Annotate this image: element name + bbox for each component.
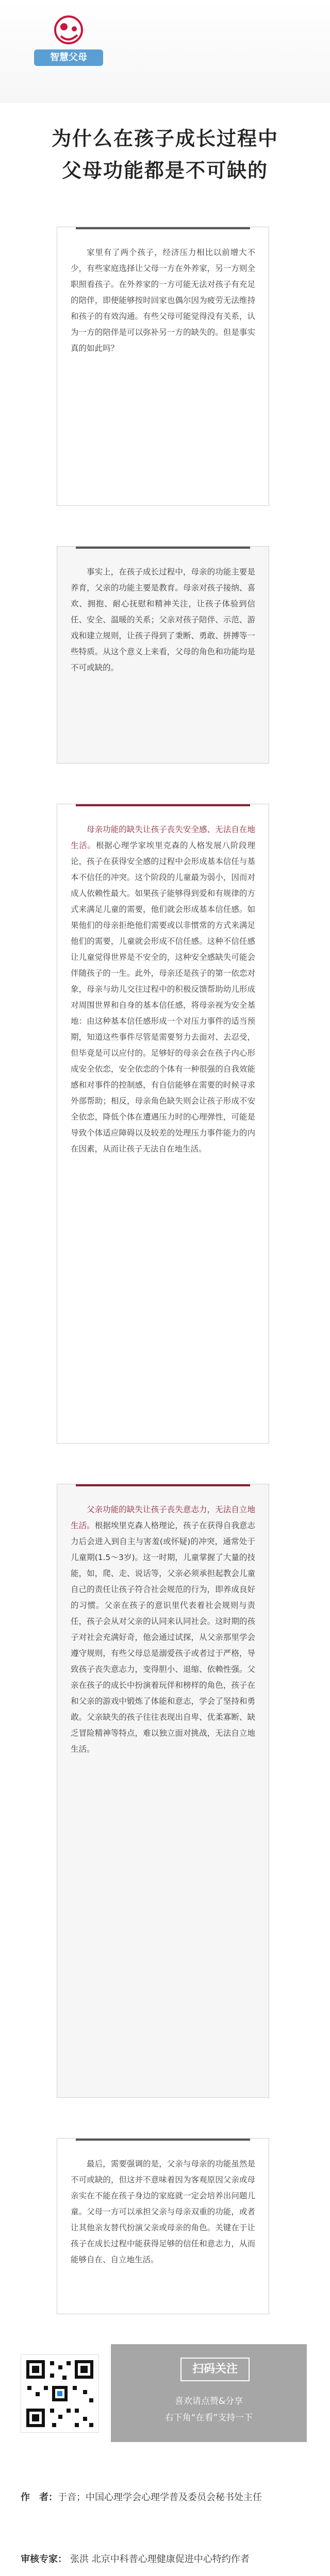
- fact-text: 事实上，在孩子成长过程中，母亲的功能主要是养育，父亲的功能主要是教育。母亲对孩子接纳、喜欢、拥抱、耐心抚慰和精神关注，让孩子体验到信任、安全、温暖的关系；父亲对孩子陪伴、示范、游戏和建立规则，让孩子得到了秉断、勇敢、拼搏等一些特质。从这个意义上来看，父母的角色和功能均是不可或缺的。: [71, 567, 255, 672]
- title-line-2: 父母功能都是不可缺的: [61, 159, 268, 182]
- fact-box: [57, 546, 269, 764]
- father-bar: [76, 1484, 250, 1486]
- credit-author-label: 作 者：: [21, 2492, 58, 2503]
- mother-bar: [76, 804, 250, 806]
- follow-line-1: 喜欢请点赞&分享: [174, 2396, 243, 2406]
- summary-bar: [76, 2139, 250, 2141]
- summary-text: 最后，需要强调的是，父亲与母亲的功能虽然是不可或缺的，但这并不意味着因为客观原因父亲或母亲实在不能在孩子身边的家庭就一定会培养出问题儿童。父母一方可以承担父亲与母亲双重的功能，或者让其他亲友替代扮演父亲或母亲的角色。关键在于让孩子在成长过程中能获得足够的信任和意志力，从而能够自在、自立地生活。: [71, 2159, 255, 2264]
- credit-author: [21, 2488, 309, 2507]
- scan-follow-label: 扫码关注: [180, 2358, 250, 2381]
- logo-text: 智慧父母: [50, 52, 87, 63]
- mother-box: [57, 804, 269, 1444]
- intro-bar: [76, 227, 250, 229]
- fact-bar: [76, 547, 250, 549]
- qr-code[interactable]: [21, 2354, 99, 2433]
- mother-heading: 母亲功能的缺失让孩子丧失安全感、无法自在地生活。: [71, 825, 255, 850]
- intro-text: 家里有了两个孩子，经济压力相比以前增大不少，有些家庭选择让父母一方在外养家，另一方则全职照看孩子。在外养家的一方可能无法对孩子有充足的陪伴，即便能够按时回家也偶尔因为疲劳无法维持和孩子的有效沟通。有些父母可能觉得没有关系，认为一方的陪伴是可以弥补另一方的缺失的。但是事实真的如此吗？: [71, 248, 255, 353]
- credit-reviewer-value: 张洪 北京中科普心理健康促进中心特约作者: [70, 2554, 250, 2565]
- credit-reviewer: [21, 2550, 309, 2569]
- father-heading: 父亲功能的缺失让孩子丧失意志力，无法自立地生活。: [71, 1505, 255, 1530]
- title-line-1: 为什么在孩子成长过程中: [51, 127, 278, 150]
- mother-text: 根据心理学家埃里克森的人格发展八阶段理论，孩子在获得安全感的过程中会形成基本信任与基本不信任的冲突。这个阶段的儿童最为弱小，因而对成人依赖性最大。如果孩子能够得到爱和有规律的方式来满足儿童的需要，他们就会形成基本信任感。如果他们的母亲拒绝他们需要或以非惯常的方式来满足他们的需要，儿童就会形成不信任感。这种不信任感让儿童觉得世界是不安全的，这种安全感缺失可能会伴随孩子的一生。此外，母亲还是孩子的第一依恋对象，母亲与幼儿交往过程中的积极反馈帮助幼儿形成对周围世界和自身的基本信任感，将母亲视为安全基地：由这种基本信任感形成一个对压力事件的适当预期，知道这些事件尽管是需要努力去面对、去忍受，但毕竟是可以应付的。足够好的母亲会在孩子内心形成安全依恋，安全依恋的个体有一种很强的自我效能感和对事件的控制感，有自信能够在需要的时候寻求外部帮助；相反，母亲角色缺失则会让孩子形成不安全依恋，降低个体在遭遇压力时的心理弹性，可能是导致个体适应障碍以及较差的处理压力事件能力的内在因素，从而让孩子无法自在地生活。: [71, 841, 255, 1154]
- article-title: [0, 123, 330, 187]
- qr-code-icon: [21, 2355, 98, 2432]
- credit-reviewer-label: 审核专家：: [21, 2554, 67, 2565]
- follow-line-2: 右下角“在看”支持一下: [164, 2413, 253, 2423]
- summary-box: [57, 2138, 269, 2314]
- father-text: 根据埃里克森人格理论，孩子在获得自我意志力后会进入到自主与害羞(或怀疑)的冲突，通常处于儿童期(1.5～3岁)。这一时期，儿童掌握了大量的技能，如，爬、走、说话等，父亲必须承担起教会儿童自己的责任让孩子符合社会规范的行为，即养成良好的习惯。父亲在孩子的意识里代表着社会规则与责任，孩子会从对父亲的认同来认同社会。这时期的孩子对社会充满好奇，他会通过试探，从父亲那里学会遵守规则，有些父母总是溺爱孩子或者过于严格，导致孩子丧失意志力，变得胆小、退缩、依赖性强。父亲在孩子的成长中扮演着玩伴和榜样的角色，孩子在和父亲的游戏中锻炼了体能和意志，学会了坚持和勇敢。父亲缺失的孩子往往表现出自卑、优柔寡断、缺乏冒险精神等特点，难以独立面对挑战，无法自立地生活。: [71, 1521, 255, 1754]
- follow-panel: [111, 2344, 307, 2442]
- intro-box: [57, 227, 269, 506]
- logo: [30, 11, 107, 69]
- credit-author-value: 于音；中国心理学会心理学普及委员会秘书处主任: [58, 2492, 262, 2503]
- father-box: [57, 1484, 269, 2098]
